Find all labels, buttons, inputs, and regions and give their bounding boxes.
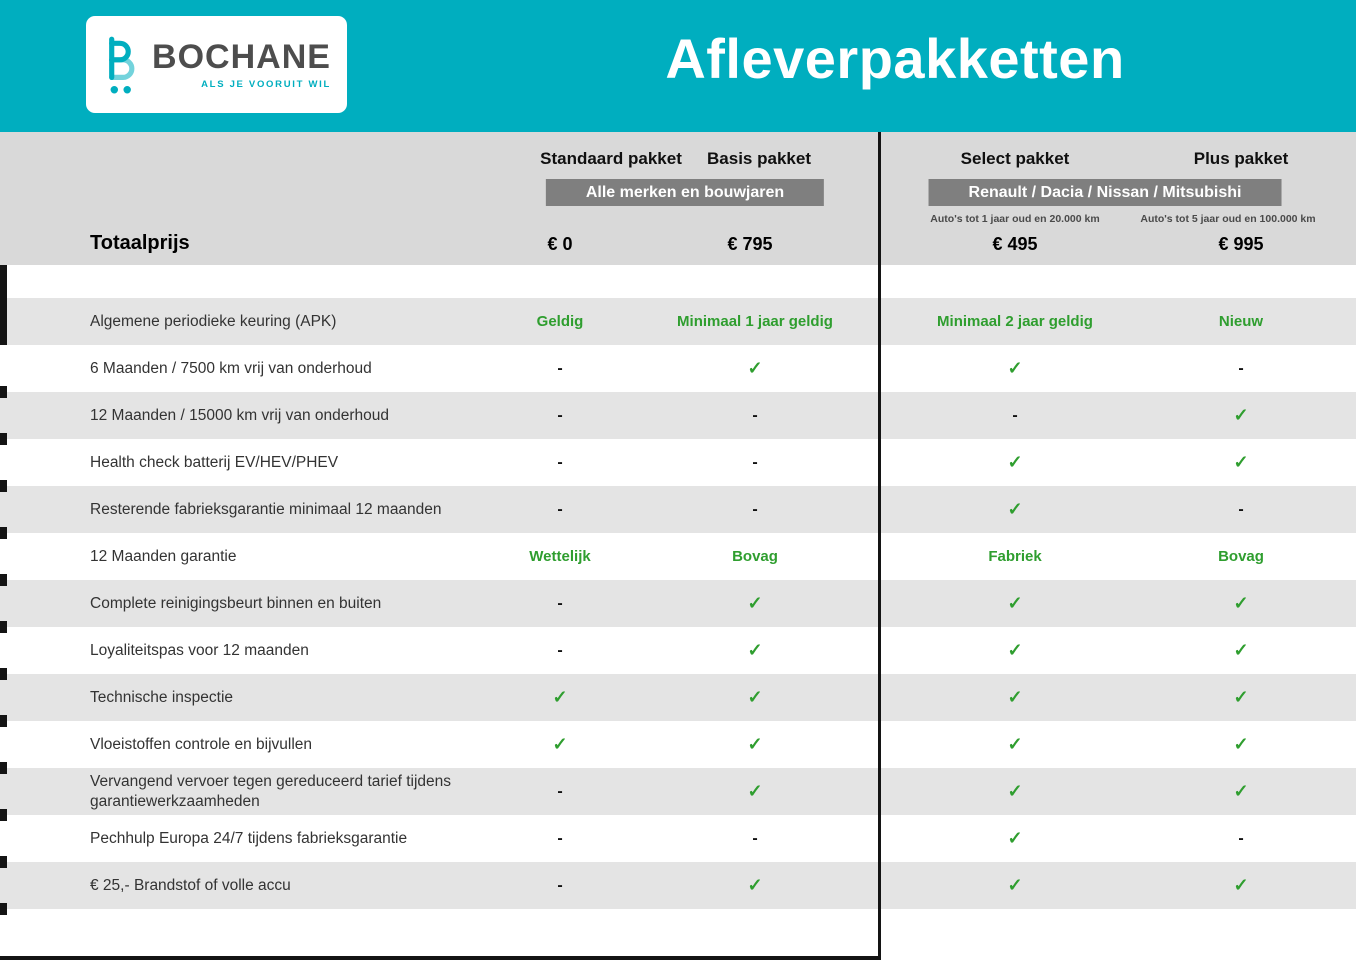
logo-text — [152, 37, 331, 90]
column-header-standaard: Standaard pakket — [540, 149, 682, 168]
cell-basis: ✓ — [747, 640, 763, 660]
table-row — [0, 768, 1356, 815]
feature-label: Algemene periodieke keuring (APK) — [90, 312, 337, 330]
table-row — [0, 627, 1356, 674]
cell-plus: ✓ — [1233, 734, 1249, 754]
table-row — [0, 486, 1356, 533]
bochane-logo — [86, 16, 347, 113]
cell-basis: ✓ — [747, 875, 763, 895]
left-edge-bar — [0, 265, 7, 345]
left-edge-tick — [0, 903, 7, 915]
feature-label: Health check batterij EV/HEV/PHEV — [90, 453, 339, 471]
feature-table-body — [0, 298, 1356, 909]
cell-plus: ✓ — [1233, 640, 1249, 660]
table-row — [0, 345, 1356, 392]
cell-select: ✓ — [1007, 734, 1023, 754]
cell-plus: - — [1238, 500, 1244, 518]
cell-plus: ✓ — [1233, 452, 1249, 472]
cell-plus: ✓ — [1233, 875, 1249, 895]
cell-select: Fabriek — [988, 548, 1042, 565]
cell-basis: Bovag — [732, 548, 778, 565]
page-title: Afleverpakketten — [665, 27, 1125, 90]
cell-basis: ✓ — [747, 593, 763, 613]
cell-standaard: - — [557, 453, 563, 471]
cell-standaard: - — [557, 406, 563, 424]
left-edge-tick — [0, 762, 7, 774]
cell-basis: - — [752, 406, 758, 424]
table-row — [0, 533, 1356, 580]
cell-plus: - — [1238, 359, 1244, 377]
table-row — [0, 815, 1356, 862]
cell-standaard: - — [557, 594, 563, 612]
cell-standaard: - — [557, 876, 563, 894]
cell-standaard: - — [557, 829, 563, 847]
cell-standaard: Geldig — [536, 313, 584, 330]
cell-standaard: - — [557, 500, 563, 518]
note-select: Auto's tot 1 jaar oud en 20.000 km — [930, 213, 1100, 225]
feature-label: Technische inspectie — [90, 688, 234, 706]
feature-label: 12 Maanden garantie — [90, 547, 237, 565]
column-header-select: Select pakket — [960, 149, 1070, 168]
badge-alle-merken: Alle merken en bouwjaren — [546, 179, 824, 206]
feature-label: Pechhulp Europa 24/7 tijdens fabrieksgarantie — [90, 829, 408, 847]
feature-label: Complete reinigingsbeurt binnen en buiten — [90, 594, 382, 612]
cell-plus: ✓ — [1233, 687, 1249, 707]
table-row — [0, 439, 1356, 486]
cell-select: ✓ — [1007, 875, 1023, 895]
left-edge-tick — [0, 809, 7, 821]
feature-label: Vloeistoffen controle en bijvullen — [90, 735, 313, 753]
cell-basis: Minimaal 1 jaar geldig — [677, 313, 833, 330]
feature-label: € 25,- Brandstof of volle accu — [90, 876, 291, 894]
cell-select: ✓ — [1007, 452, 1023, 472]
price-plus: € 995 — [1218, 234, 1264, 254]
column-header-plus: Plus pakket — [1193, 149, 1289, 168]
column-divider-line — [878, 132, 881, 960]
table-row — [0, 721, 1356, 768]
cell-select: ✓ — [1007, 499, 1023, 519]
logo-wordmark: BOCHANE — [152, 37, 331, 76]
left-edge-tick — [0, 480, 7, 492]
left-edge-tick — [0, 621, 7, 633]
cell-plus: ✓ — [1233, 593, 1249, 613]
table-row — [0, 862, 1356, 909]
price-standaard: € 0 — [547, 234, 573, 254]
left-edge-tick — [0, 527, 7, 539]
price-basis: € 795 — [727, 234, 773, 254]
cell-select: - — [1012, 406, 1018, 424]
cell-select: ✓ — [1007, 593, 1023, 613]
cell-select: ✓ — [1007, 828, 1023, 848]
cell-standaard: - — [557, 359, 563, 377]
cell-select: ✓ — [1007, 687, 1023, 707]
cell-plus: Nieuw — [1218, 313, 1264, 330]
table-row — [0, 298, 1356, 345]
cell-select: ✓ — [1007, 358, 1023, 378]
cell-select: ✓ — [1007, 781, 1023, 801]
table-row — [0, 674, 1356, 721]
price-select: € 495 — [992, 234, 1038, 254]
cell-basis: ✓ — [747, 781, 763, 801]
logo-tagline: ALS JE VOORUIT WIL — [201, 78, 331, 90]
cell-standaard: ✓ — [552, 687, 568, 707]
feature-label: 12 Maanden / 15000 km vrij van onderhoud — [90, 406, 390, 424]
cell-basis: ✓ — [747, 734, 763, 754]
cell-standaard: - — [557, 782, 563, 800]
note-plus: Auto's tot 5 jaar oud en 100.000 km — [1140, 213, 1316, 225]
left-edge-tick — [0, 715, 7, 727]
bottom-border-line — [0, 956, 880, 960]
spacer-row — [0, 265, 1356, 298]
left-edge-tick — [0, 433, 7, 445]
left-edge-tick — [0, 668, 7, 680]
header — [0, 0, 1356, 132]
feature-label: Resterende fabrieksgarantie minimaal 12 maanden — [90, 500, 442, 518]
cell-basis: - — [752, 453, 758, 471]
badge-brands: Renault / Dacia / Nissan / Mitsubishi — [929, 179, 1282, 206]
cell-plus: - — [1238, 829, 1244, 847]
cell-standaard: - — [557, 641, 563, 659]
cell-plus: Bovag — [1218, 548, 1264, 565]
cell-select: Minimaal 2 jaar geldig — [937, 313, 1093, 330]
cell-basis: ✓ — [747, 687, 763, 707]
left-edge-tick — [0, 386, 7, 398]
left-edge-tick — [0, 574, 7, 586]
cell-basis: ✓ — [747, 358, 763, 378]
column-header-basis: Basis pakket — [707, 149, 811, 168]
cell-standaard: ✓ — [552, 734, 568, 754]
feature-label: Loyaliteitspas voor 12 maanden — [90, 641, 309, 659]
feature-label: 6 Maanden / 7500 km vrij van onderhoud — [90, 359, 372, 377]
bochane-logo-icon — [102, 33, 140, 97]
left-edge-tick — [0, 856, 7, 868]
cell-plus: ✓ — [1233, 405, 1249, 425]
cell-basis: - — [752, 500, 758, 518]
cell-basis: - — [752, 829, 758, 847]
cell-select: ✓ — [1007, 640, 1023, 660]
cell-plus: ✓ — [1233, 781, 1249, 801]
total-price-label: Totaalprijs — [90, 232, 190, 254]
package-header — [0, 132, 1356, 265]
table-row — [0, 392, 1356, 439]
cell-standaard: Wettelijk — [529, 548, 591, 565]
table-row — [0, 580, 1356, 627]
feature-label: Vervangend vervoer tegen gereduceerd tarief tijdens garantiewerkzaamheden — [90, 773, 452, 810]
